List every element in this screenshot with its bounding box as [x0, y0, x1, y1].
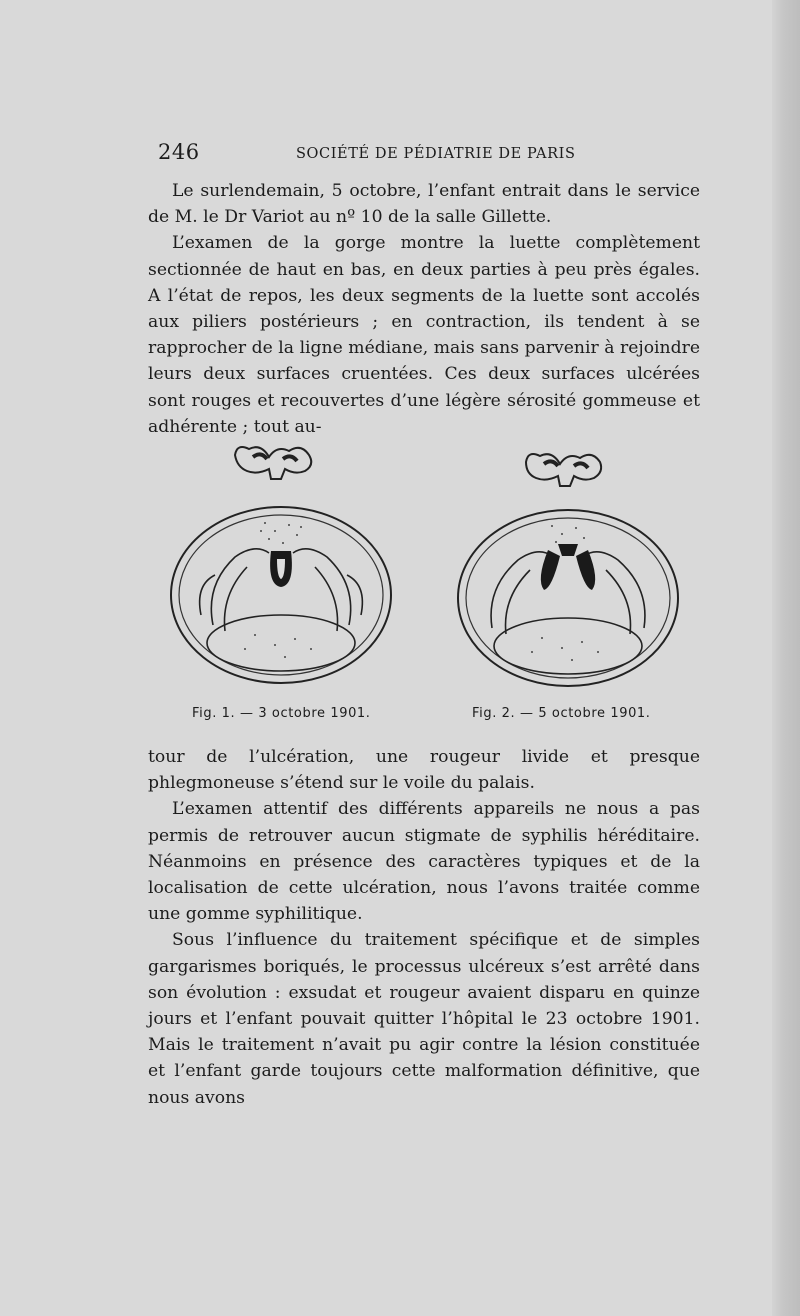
- paragraph: L’examen de la gorge montre la luette complètement sectionnée de haut en bas, en deux parties à peu près égales. A l’état de repos, les deux segments de la luette sont accolés aux piliers postérieurs ; en contraction, ils tendent à se rapprocher de la ligne médiane, mais sans parvenir à rejoindre leurs deux surfaces cruentées. Ces deux surfaces ulcérées sont rouges et recouvertes d’une légère sérosité gommeuse et adhérente ; tout au-: [148, 233, 700, 437]
- palate-stipple: [260, 522, 302, 544]
- figure-2-throat-illustration: [452, 440, 684, 700]
- paragraph: L’examen attentif des différents appareils ne nous a pas permis de retrouver aucun stigmate de syphilis héréditaire. Néanmoins en présence des caractères typiques et de la localisation de cette ulcération, nous l’avons traitée comme une gomme syphilitique.: [148, 799, 700, 925]
- paragraph: tour de l’ulcération, une rougeur livide et presque phlegmoneuse s’étend sur le voile du palais.: [148, 747, 700, 794]
- running-title: SOCIÉTÉ DE PÉDIATRIE DE PARIS: [296, 146, 576, 162]
- paragraph: Sous l’influence du traitement spécifique et de simples gargarismes boriqués, le processus ulcéreux s’est arrêté dans son évolution : exsudat et rougeur avaient disparu en quinze jours et l’enfant pouvait quitter l’hôpital le 23 octobre 1901. Mais le traitement n’avait pu agir contre la lésion constituée et l’enfant garde toujours cette malformation définitive, que nous avons: [148, 930, 700, 1108]
- body-text-bottom: [148, 744, 700, 1111]
- tongue: [494, 618, 642, 674]
- paragraph: Le surlendemain, 5 octobre, l’enfant entrait dans le service de M. le Dr Variot au nº 10 de la salle Gillette.: [148, 181, 700, 228]
- mouth-outline: [458, 510, 678, 686]
- page-number: 246: [158, 140, 200, 164]
- figure-2-caption: Fig. 2. — 5 octobre 1901.: [472, 706, 651, 721]
- page-edge-shadow: [772, 0, 800, 1316]
- tongue: [207, 615, 355, 671]
- nose-drawing: [235, 447, 311, 479]
- palate-stipple: [551, 525, 585, 547]
- figure-1-caption: Fig. 1. — 3 octobre 1901.: [192, 706, 371, 721]
- figure-1-throat-illustration: [165, 435, 397, 695]
- body-text-top: [148, 178, 700, 440]
- mouth-outline: [171, 507, 391, 683]
- nose-drawing: [526, 454, 601, 486]
- split-uvula: [541, 544, 595, 590]
- faucial-pillars: [491, 552, 645, 634]
